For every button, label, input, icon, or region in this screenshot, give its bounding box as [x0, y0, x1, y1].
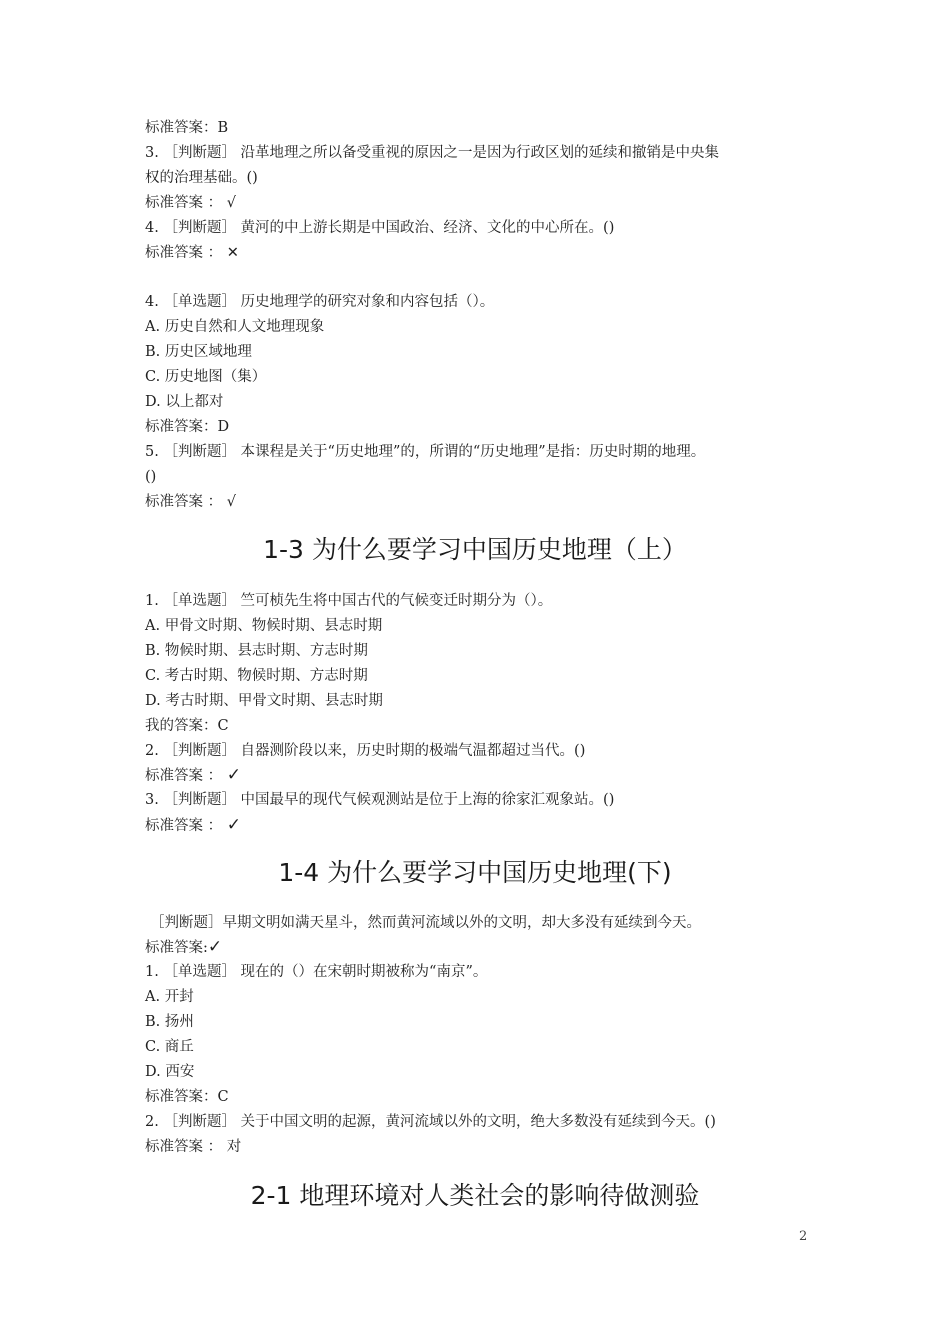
answer-line: 标准答案 ： √: [145, 494, 236, 510]
answer-line: 标准答案：B: [145, 120, 229, 136]
check-mark-icon: ✓: [226, 765, 241, 785]
answer-line: [145, 937, 222, 958]
option-line: A. 开封: [145, 989, 194, 1005]
option-line: D. 西安: [145, 1064, 195, 1080]
option-line: B. 物候时期、县志时期、方志时期: [145, 643, 368, 659]
option-line: D. 以上都对: [145, 394, 224, 410]
answer-label: 标准答案 ：: [145, 818, 227, 834]
answer-line: [145, 765, 241, 786]
question-line: 1. ［单选题］ 竺可桢先生将中国古代的气候变迁时期分为（）。: [145, 593, 553, 609]
question-line: ［判断题］早期文明如满天星斗，然而黄河流域以外的文明，却大多没有延续到今天。: [150, 915, 701, 931]
option-line: A. 历史自然和人文地理现象: [145, 319, 325, 335]
option-line: C. 商丘: [145, 1039, 194, 1055]
question-line: (): [145, 469, 157, 485]
question-line: 2. ［判断题］ 关于中国文明的起源，黄河流域以外的文明，绝大多数没有延续到今天。(): [145, 1114, 716, 1130]
question-line: 5. ［判断题］ 本课程是关于“历史地理”的，所谓的“历史地理”是指：历史时期的地理。: [145, 444, 706, 460]
answer-line: 标准答案：C: [145, 1089, 229, 1105]
question-line: 权的治理基础。(): [145, 170, 258, 186]
question-line: 3. ［判断题］ 沿革地理之所以备受重视的原因之一是因为行政区划的延续和撤销是中央集: [145, 145, 720, 161]
page-number: 2: [799, 1229, 808, 1244]
option-line: C. 考古时期、物候时期、方志时期: [145, 668, 368, 684]
question-line: 4. ［判断题］ 黄河的中上游长期是中国政治、经济、文化的中心所在。(): [145, 220, 615, 236]
question-line: 4. ［单选题］ 历史地理学的研究对象和内容包括（）。: [145, 294, 495, 310]
answer-line: 标准答案：D: [145, 419, 230, 435]
answer-line: 我的答案：C: [145, 718, 229, 734]
check-mark-icon: ✓: [207, 937, 223, 957]
check-mark-icon: ✓: [226, 815, 241, 835]
option-line: D. 考古时期、甲骨文时期、县志时期: [145, 693, 383, 709]
question-line: 1. ［单选题］ 现在的（）在宋朝时期被称为“南京”。: [145, 964, 488, 980]
option-line: B. 历史区域地理: [145, 344, 252, 360]
question-line: 3. ［判断题］ 中国最早的现代气候观测站是位于上海的徐家汇观象站。(): [145, 792, 615, 808]
option-line: B. 扬州: [145, 1014, 194, 1030]
option-line: A. 甲骨文时期、物候时期、县志时期: [145, 618, 383, 634]
answer-line: 标准答案 ： ✕: [145, 245, 239, 261]
answer-line: 标准答案 ： 对: [145, 1139, 242, 1155]
section-heading: 1-4 为什么要学习中国历史地理(下): [278, 858, 672, 887]
answer-line: 标准答案 ： √: [145, 195, 236, 211]
question-line: 2. ［判断题］ 自器测阶段以来，历史时期的极端气温都超过当代。(): [145, 743, 586, 759]
answer-line: [145, 815, 241, 836]
option-line: C. 历史地图（集）: [145, 369, 267, 385]
section-heading: 1-3 为什么要学习中国历史地理（上）: [263, 535, 687, 564]
answer-label: 标准答案 ：: [145, 768, 227, 784]
section-heading: 2-1 地理环境对人类社会的影响待做测验: [250, 1181, 700, 1210]
answer-label: 标准答案:: [145, 940, 208, 956]
